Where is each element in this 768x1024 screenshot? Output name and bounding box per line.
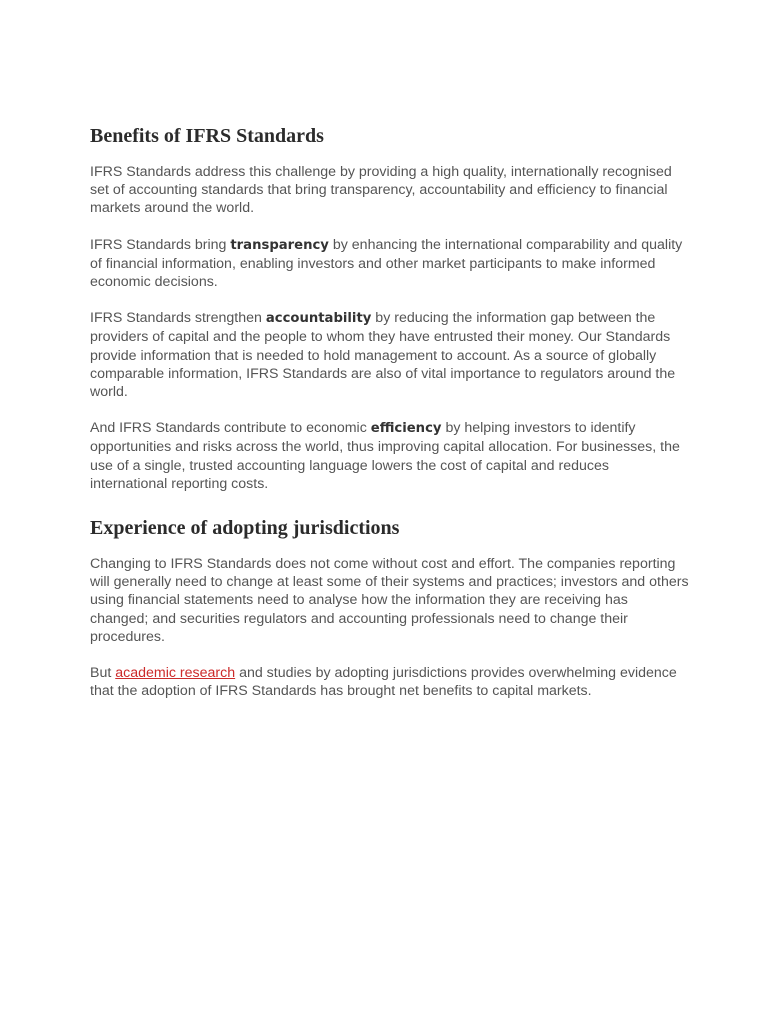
paragraph-changing: Changing to IFRS Standards does not come without cost and effort. The companies reporting will generally need to change at least some of their systems and practices; investors and others using financial statements need to analyse how the information they are receiving has changed; and securities regulators and accounting professionals need to change their procedures.: [90, 556, 689, 645]
bold-term-transparency: transparency: [230, 237, 329, 253]
paragraph-intro: IFRS Standards address this challenge by providing a high quality, internationally recognised set of accounting standards that bring transparency, accountability and efficiency to financial markets around the world.: [90, 164, 672, 217]
paragraph-text: and studies by adopting jurisdictions provides overwhelming evidence that the adoption of IFRS Standards has brought net benefits to capital markets.: [90, 665, 677, 700]
bold-term-efficiency: efficiency: [370, 421, 442, 437]
paragraph-text: by helping investors to identify opportunities and risks across the world, thus improving capital allocation. For businesses, the use of a single, trusted accounting language lowers the cost of capital and reduces international reporting costs.: [90, 420, 680, 492]
paragraph-text: And IFRS Standards contribute to economic: [90, 420, 371, 437]
paragraph-text: But: [90, 665, 116, 682]
paragraph-efficiency: [90, 419, 690, 493]
paragraph-research: [90, 664, 690, 700]
section-heading-experience: Experience of adopting jurisdictions: [90, 517, 400, 540]
paragraph-text: by enhancing the international comparability and quality of financial information, enabling investors and other market participants to make informed economic decisions.: [90, 236, 683, 291]
section-heading-benefits: Benefits of IFRS Standards: [90, 125, 324, 147]
article: [90, 121, 690, 718]
bold-term-accountability: accountability: [265, 311, 372, 327]
paragraph-transparency: [90, 236, 690, 292]
academic-research-link[interactable]: academic research: [115, 665, 236, 682]
paragraph-accountability: [90, 309, 690, 401]
paragraph-text: IFRS Standards bring: [90, 236, 231, 253]
paragraph-text: by reducing the information gap between the providers of capital and the people to whom they have entrusted their money. Our Standards provide information that is needed to hold management to account. As a source of globally comparable information, IFRS Standards are also of vital importance to regulators around the world.: [90, 310, 676, 401]
paragraph-text: IFRS Standards strengthen: [90, 310, 266, 327]
